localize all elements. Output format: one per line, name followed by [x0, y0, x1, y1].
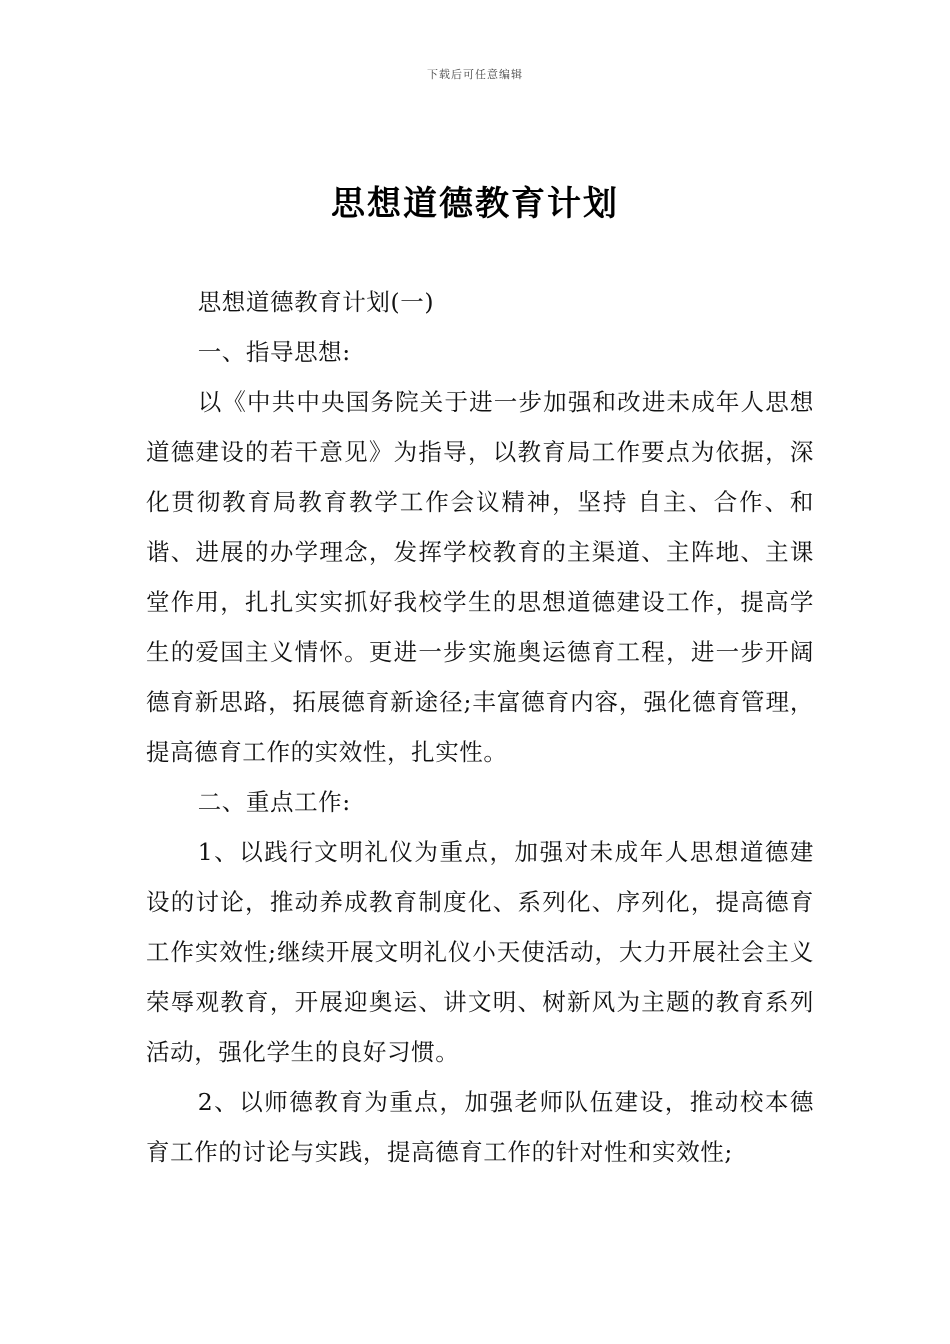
paragraph-section-heading: 一、指导思想: — [197, 338, 351, 366]
paragraph: 1、以践行文明礼仪为重点，加强对未成年人思想道德建设的讨论，推动养成教育制度化、系列化、序列化，提高德育工作实效性;继续开展文明礼仪小天使活动，大力开展社会主义荣辱观教育，开展迎奥运、讲文明、树新风为主题的教育系列活动，强化学生的良好习惯。 — [146, 838, 814, 1066]
document-body — [146, 277, 814, 1177]
page-header-note: 下载后可任意编辑 — [427, 68, 523, 81]
document-title: 思想道德教育计划 — [331, 184, 619, 224]
paragraph: 以《中共中央国务院关于进一步加强和改进未成年人思想道德建设的若干意见》为指导，以教育局工作要点为依据，深化贯彻教育局教育教学工作会议精神，坚持 自主、合作、和谐、进展的办学理念，发挥学校教育的主渠道、主阵地、主课堂作用，扎扎实实抓好我校学生的思想道德建设工作，提高学生的爱国主义情怀。更进一步实施奥运德育工程，进一步开阔德育新思路，拓展德育新途径;丰富德育内容，强化德育管理，提高德育工作的实效性，扎实性。 — [146, 388, 814, 766]
paragraph: 2、以师德教育为重点，加强老师队伍建设，推动校本德育工作的讨论与实践，提高德育工作的针对性和实效性; — [146, 1088, 814, 1166]
paragraph-section-heading: 二、重点工作: — [197, 788, 351, 816]
paragraph-subtitle: 思想道德教育计划(一) — [197, 288, 435, 316]
